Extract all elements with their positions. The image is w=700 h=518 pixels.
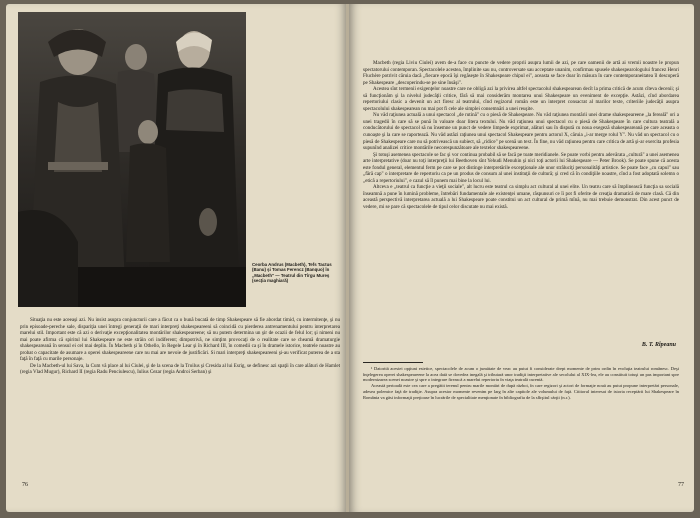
stage-scene-image <box>18 12 246 307</box>
right-body-text <box>363 60 679 211</box>
paragraph: Nu văd raţiunea actuală a unui spectacol „de rutină" cu o piesă de Shakespeare. Nu văd raţiunea montării unei drame shakespeareene „la fereală" ori a unei tragedii în care să se pună în valoare doar litera textului. Nu văd raţiunea unui spectacol cu o piesă de Shakespeare în care cultura teatrală a conducătorului de spectacol să nu însemne un punct de vedere limpede exprimat, alături sau în dispută cu noua exegeză shakespeareană pe care aceasta o cunoaşte şi la care se raportează. Nu văd astăzi raţiunea unui spectacol Shakespeare pentru actorul X, căruia „i-ar merge rolul Y". Nu văd un spectacol cu o piesă de Shakespeare care nu să potrivească un subiect, să „ridice" pe scenă un text. În fine, nu văd raţiunea pentru care critica de artă şi-ar exercita profesia supunînd analizei critice montările necorespunzătoare ale textelor shakespeareene. <box>363 112 679 152</box>
left-page <box>6 4 347 512</box>
author-signature: B. T. Rîpeanu <box>641 342 676 348</box>
right-page <box>349 4 694 512</box>
photo-caption: Ceorba Andrus (Macbeth), Tefs Tactus (Banu) şi Tomas Ferencz (Banquo) în „Macbeth" — Teatrul din Tîrgu Mureş (secţia maghiară) <box>252 262 332 284</box>
left-body-text <box>20 317 340 376</box>
paragraph: Situaţia nu este aceeaşi azi. Nu insist asupra conjuncturii care a făcut ca o bună bucată de timp Shakespeare să fie abordat timid, cu intermitenţe, şi nu prin episoade-pereche sale, dispariţia unei întregi generaţii de mari interpreţi shakespeareeni să coincidă cu pierderea antrenamentului pentru interpretarea marelui stil. Important este că azi o derivaţie excepţionalitatea montărilor shakespeareene; să nu putem determina un şir de ocazii de felul lor; şi nimeni nu mai poate afirma că spiritul lui Shakespeare ne este străin ori indiferent; dimpotrivă, ne simţim provocaţi de o realitate care se cheamă dramaturgie shakespeareană în sensul ei cel mai deplin. În Macbeth şi în Othello, în Regele Lear şi în Richard III, în comedii ca şi în dramele istorice, teatrele noastre au probat o capacitate de asumare a operei shakespeareene care nu mai are nevoie de justificări. Si mari interpreţi shakespeareeni şi-au verificat puterea de a sta faţă în faţă cu marile personaje. <box>20 317 340 363</box>
page-number-left: 76 <box>22 482 28 488</box>
theatre-photo <box>18 12 246 307</box>
paragraph: Macbeth (regia Liviu Ciulei) avem de-a face cu puncte de vedere proprii asupra lumii de azi, pe care oamenii de artă ai vremii noastre le propun spectatorului contemporan. Spectacolele acestea, împlinite sau nu, controversate sau acceptate unanim, confirmau spusele shakespearologului francez Henri Fluchère potrivit căruia dacă „fiecare epocă îşi regăseşte în Shakespeare chipul ei", aceasta se face doar în măsura în care contemporaneitatea îl descoperă pe Shakespeare „descoperindu-se pe sine însăşi". <box>363 60 679 86</box>
paragraph: De la Macbeth-ul lui Sava, la Cum vă place al lui Ciulei, şi de la scena de la Troilus şi Cresida al lui Esrig, se definesc azi spaţii în care alături de Hamlet (regia Vlad Mugur), Richard II (regia Radu Penciulescu), Iulius Cezar (regia Androi Serban) şi <box>20 362 340 376</box>
page-number-right: 77 <box>678 482 684 488</box>
footnote-paragraph: Această perioadă este cea care a pregătit terenul pentru marile montări de după război, în care regizori şi actori de formaţie nouă au putut propune interpretări personale, adesea polemice faţă de tradiţie. Asupra acestor momente revenim pe larg în alte capitole ale volumului de faţă. Cititorul interesat de istoria receptării lui Shakespeare în România va găsi informaţii preţioase în lucrările de specialitate menţionate în bibliografia de la sfîrşitul cărţii (n.r.). <box>363 383 679 400</box>
paragraph: Acestea sînt termenii exigenţelor noastre care ne obligă azi la privirea altfel spectacolul shakespearean decît la prima critică de acum cîteva decenii; şi să funcţionăm şi la nivelul judecăţii critice, fără să mai considerăm montarea unui Shakespeare un eveniment de excepţie. Astăzi, cînd abordarea repertoriului clasic a devenit un act firesc al teatrului, cînd regizorul român este un interpret consacrat al marilor texte, criteriile judecăţii asupra spectacolului shakespearean nu mai pot fi cele ale simplei consemnări a unei reuşite. <box>363 86 679 112</box>
footnote <box>363 366 679 400</box>
footnote-divider <box>363 362 423 363</box>
footnote-paragraph: ¹ Datorită acestei opţiuni estetice, spectacolele de acum o jumătate de veac au putut fi considerate drept momente de prim ordin în evoluţia teatrului românesc. Deşi înţelegerea operei shakespeareene la acea dată se dovedea inegală şi tributară unor tradiţii interpretative ale secolului al XIX-lea, ele au constituit totuşi un pas important spre modernizarea scenei noastre şi spre o integrare firească a marelui repertoriu în viaţa teatrală curentă. <box>363 366 679 383</box>
paragraph: Altceva e „teatrul ca funcţie a vieţii sociale", alt lucru este teatrul ca simplu act cultural al unei elite. Un teatru care să împlinească funcţia sa socială înseamnă a pune în lumină probleme, întrebări fundamentale ale existenţei umane, răspunsuri ce îi pot fi oferite de creaţia dramatică de mare clasă. Că din această perspectivă interpretarea actuală a lui Shakespeare poate constitui un act cultural de primă mînă, nu mai trebuie demonstrat. Din acest punct de vedere, mi se pare că spectacolele de tipul celor discutate nu mai există. <box>363 184 679 211</box>
paragraph: Şi totuşi asemenea spectacole se fac şi vor continua probabil să se facă pe toate meridianele. Se poate vorbi pentru adevărata „cultură" a unei asemenea arte interpretative (doar nu toţi interpreţii lui Beethoven sînt Yehudi Menuhin şi nici toţi actorii lui Shakespeare — Peter Brook). Se poate spune că acesta este fondul general, elementul ferm pe care se pot distinge interpretările excepţionale ale unor străluciţi personalităţi artistice. Se poate face „cu capul" sau „fără cap" o interpretare de repertoriu ca pe un produs de consum al unei instituţii de cultură; şi cred că în condiţiile noastre, cînd a fost adoptată solemn o „etică a repertoriului", e cazul să îl punem mai bine la locul lui. <box>363 151 679 184</box>
